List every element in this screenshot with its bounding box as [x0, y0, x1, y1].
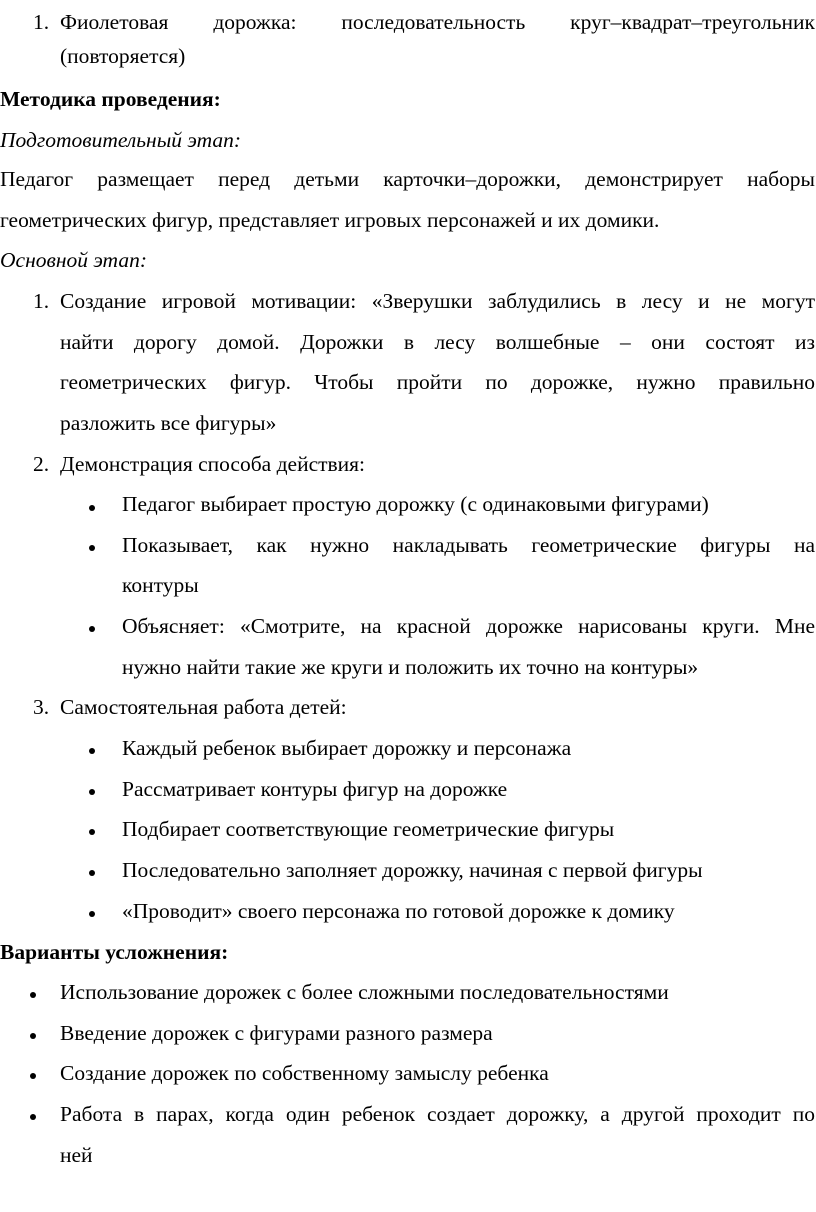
bullet-icon	[30, 1073, 36, 1079]
bullet-icon	[89, 829, 95, 835]
bullet-text: Последовательно заполняет дорожку, начиная с первой фигуры	[122, 858, 703, 882]
section-heading: Варианты усложнения:	[0, 940, 229, 964]
subsection-heading: Подготовительный этап:	[0, 128, 242, 152]
paragraph-line: Педагог размещает перед детьми карточки–дорожки, демонстрирует наборы	[0, 167, 815, 191]
bullet-icon	[89, 545, 95, 551]
list-number: 2.	[33, 452, 50, 476]
bullet-text: нужно найти такие же круги и положить их точно на контуры»	[122, 655, 699, 679]
list-item-title: Демонстрация способа действия:	[60, 452, 366, 476]
list-number: 1.	[33, 289, 50, 313]
bullet-text: ней	[60, 1143, 93, 1167]
list-number: 1.	[33, 10, 50, 34]
bullet-icon	[30, 1033, 36, 1039]
list-item-text: геометрических фигур. Чтобы пройти по дорожке, нужно правильно	[60, 370, 815, 394]
bullet-icon	[89, 748, 95, 754]
subsection-heading: Основной этап:	[0, 248, 148, 272]
bullet-icon	[89, 911, 95, 917]
list-item-text: Фиолетовая дорожка: последовательность круг–квадрат–треугольник	[60, 10, 815, 34]
bullet-text: Создание дорожек по собственному замыслу ребенка	[60, 1061, 549, 1085]
bullet-icon	[89, 626, 95, 632]
paragraph-line: геометрических фигур, представляет игровых персонажей и их домики.	[0, 208, 660, 232]
list-number: 3.	[33, 695, 50, 719]
bullet-icon	[89, 505, 95, 511]
bullet-icon	[30, 992, 36, 998]
bullet-icon	[89, 870, 95, 876]
list-item-text: найти дорогу домой. Дорожки в лесу волшебные – они состоят из	[60, 330, 815, 354]
bullet-text: Объясняет: «Смотрите, на красной дорожке нарисованы круги. Мне	[122, 614, 815, 638]
bullet-text: Педагог выбирает простую дорожку (с одинаковыми фигурами)	[122, 492, 709, 516]
list-item-text: разложить все фигуры»	[60, 411, 277, 435]
section-heading: Методика проведения:	[0, 87, 221, 111]
bullet-text: контуры	[122, 573, 199, 597]
list-item-text: Создание игровой мотивации: «Зверушки заблудились в лесу и не могут	[60, 289, 815, 313]
bullet-icon	[89, 789, 95, 795]
list-item-title: Самостоятельная работа детей:	[60, 695, 347, 719]
list-item-text: (повторяется)	[60, 44, 186, 68]
bullet-text: Подбирает соответствующие геометрические фигуры	[122, 817, 615, 841]
bullet-text: Рассматривает контуры фигур на дорожке	[122, 777, 508, 801]
bullet-text: Использование дорожек с более сложными последовательностями	[60, 980, 669, 1004]
bullet-text: Каждый ребенок выбирает дорожку и персонажа	[122, 736, 572, 760]
bullet-text: Работа в парах, когда один ребенок создает дорожку, а другой проходит по	[60, 1102, 815, 1126]
bullet-icon	[30, 1114, 36, 1120]
bullet-text: «Проводит» своего персонажа по готовой дорожке к домику	[122, 899, 675, 923]
bullet-text: Введение дорожек с фигурами разного размера	[60, 1021, 493, 1045]
bullet-text: Показывает, как нужно накладывать геометрические фигуры на	[122, 533, 815, 557]
